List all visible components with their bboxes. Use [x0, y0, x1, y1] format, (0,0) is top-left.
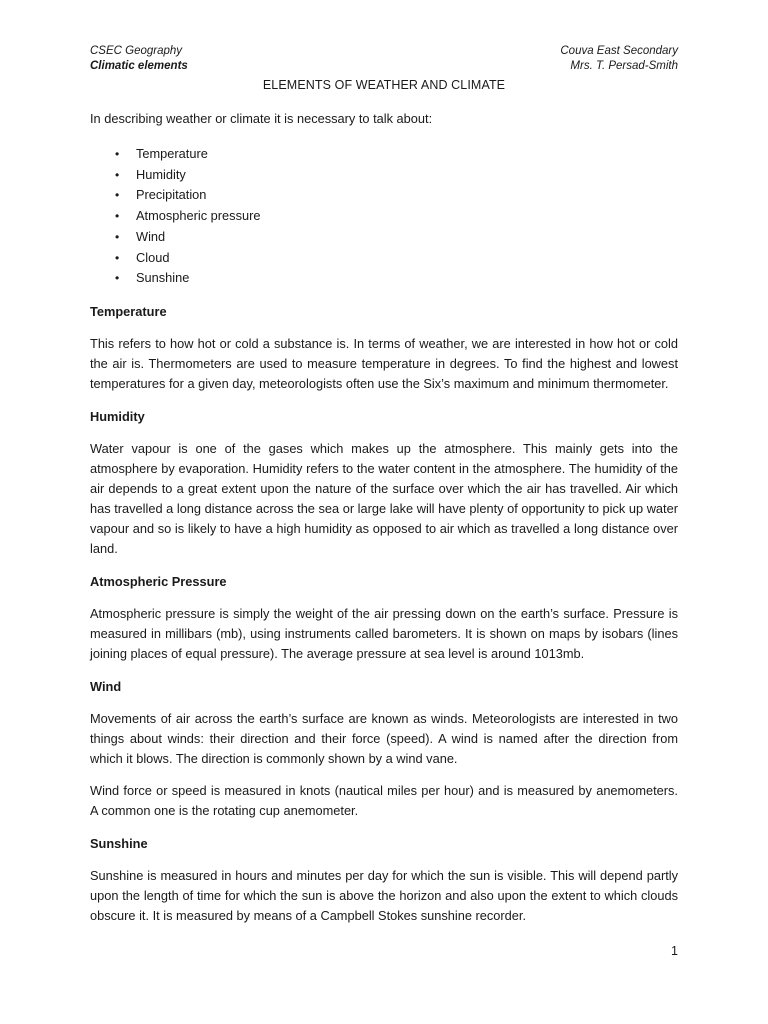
sunshine-paragraph: Sunshine is measured in hours and minutes per day for which the sun is visible. This will depend partly upon the length of time for which the sun is above the horizon and also upon the extent to which clouds obscure it. It is measured by means of a Campbell Stokes sunshine recorder.	[90, 867, 678, 923]
list-item-label: Sunshine	[136, 270, 190, 286]
humidity-heading: Humidity	[90, 408, 145, 424]
header-row-1	[90, 44, 678, 59]
bullet-icon: •	[115, 250, 120, 265]
list-item	[90, 185, 678, 206]
header-subject: CSEC Geography	[90, 45, 183, 57]
header-topic: Climatic elements	[90, 60, 188, 72]
list-item	[90, 248, 678, 269]
bullet-icon: •	[115, 229, 120, 244]
bullet-icon: •	[115, 167, 120, 182]
temperature-heading: Temperature	[90, 303, 167, 319]
intro-paragraph: In describing weather or climate it is necessary to talk about:	[90, 111, 433, 126]
list-item-label: Cloud	[136, 249, 170, 265]
wind-paragraph-1: Movements of air across the earth’s surface are known as winds. Meteorologists are interested in two things about winds: their direction and their force (speed). A wind is named after the direction from which it blows. The direction is commonly shown by a wind vane.	[90, 710, 678, 766]
bullet-icon: •	[115, 209, 120, 224]
wind-heading: Wind	[90, 678, 122, 694]
list-item-label: Precipitation	[136, 187, 207, 203]
bullet-icon: •	[115, 188, 120, 203]
header-school: Couva East Secondary	[560, 45, 678, 57]
header-teacher: Mrs. T. Persad-Smith	[570, 60, 678, 72]
list-item	[90, 268, 678, 289]
humidity-paragraph: Water vapour is one of the gases which makes up the atmosphere. This mainly gets into the atmosphere by evaporation. Humidity refers to the water content in the atmosphere. The humidity of the air depends to a great extent upon the nature of the surface over which the air has travelled. Air which has travelled a long distance across the sea or large lake will have plenty of opportunity to pick up water vapour and so is likely to have a high humidity as opposed to air which as travelled a long distance over land.	[90, 440, 678, 556]
header-row-2	[90, 59, 678, 74]
list-item-label: Temperature	[136, 146, 208, 161]
sunshine-heading: Sunshine	[90, 835, 148, 851]
wind-paragraph-2: Wind force or speed is measured in knots (nautical miles per hour) and is measured by anemometers. A common one is the rotating cup anemometer.	[90, 782, 678, 818]
list-item-label: Humidity	[136, 166, 186, 182]
temperature-paragraph: This refers to how hot or cold a substance is. In terms of weather, we are interested in how hot or cold the air is. Thermometers are used to measure temperature in degrees. To find the highest and lowest temperatures for a given day, meteorologists often use the Six’s maximum and minimum thermometer.	[90, 335, 678, 391]
list-item	[90, 206, 678, 227]
elements-list	[90, 144, 678, 289]
page-number: 1	[671, 944, 678, 958]
list-item	[90, 165, 678, 186]
list-item-label: Atmospheric pressure	[136, 208, 261, 224]
document-title: ELEMENTS OF WEATHER AND CLIMATE	[262, 78, 506, 92]
bullet-icon: •	[115, 147, 120, 161]
pressure-paragraph: Atmospheric pressure is simply the weight of the air pressing down on the earth’s surface. Pressure is measured in millibars (mb), using instruments called barometers. It is shown on maps by isobars (lines joining places of equal pressure). The average pressure at sea level is around 1013mb.	[90, 605, 678, 661]
pressure-heading: Atmospheric Pressure	[90, 573, 227, 589]
bullet-icon: •	[115, 271, 120, 286]
list-item	[90, 227, 678, 248]
list-item-label: Wind	[136, 228, 166, 244]
document-page	[90, 44, 678, 974]
list-item	[90, 144, 678, 165]
